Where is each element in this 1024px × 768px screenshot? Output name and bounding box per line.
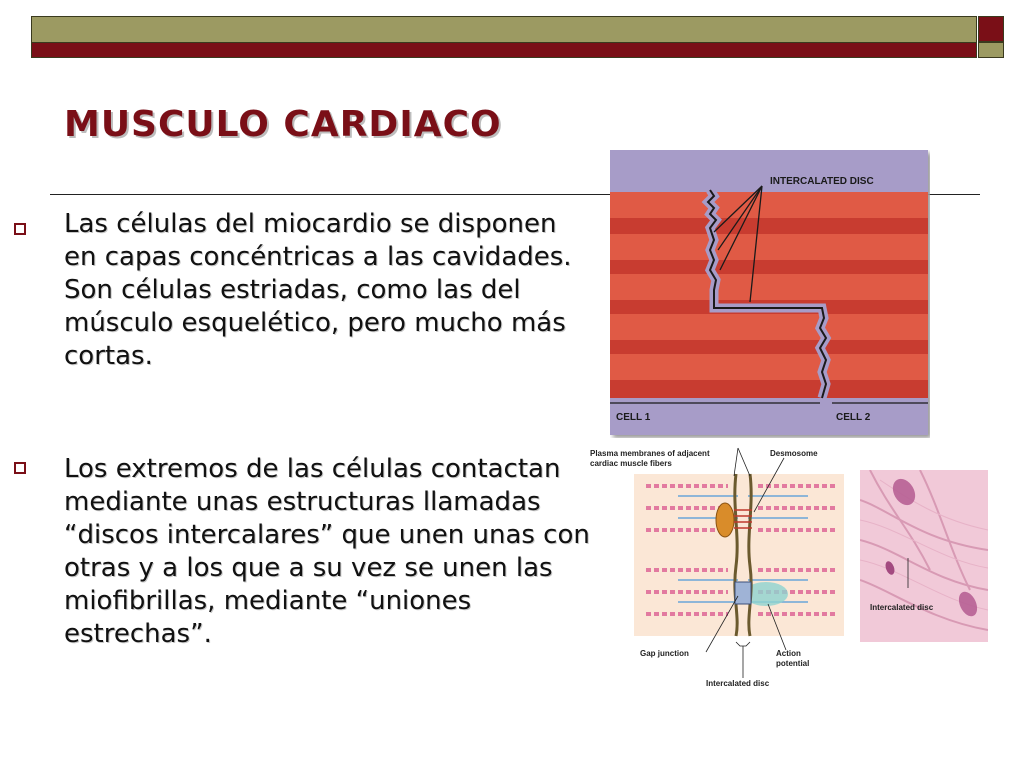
figure-label-intercalated-disc: INTERCALATED DISC — [770, 176, 874, 187]
figure-label-cell1: CELL 1 — [616, 412, 651, 423]
header-band — [31, 16, 977, 58]
bullet-square-icon — [14, 223, 26, 235]
label-intercalated-disc-micrograph: Intercalated disc — [870, 603, 934, 612]
label-intercalated-disc: Intercalated disc — [706, 679, 770, 688]
bullet-text-2: Los extremos de las células contactan mediante unas estructuras llamadas “discos intercalares” que unen unas con otras y a los que a su vez se unen las miofibrillas, mediante “uniones estrechas”. — [64, 454, 590, 649]
corner-decoration — [978, 16, 1004, 58]
label-action-line1: Action — [776, 649, 801, 658]
intercalated-disc-illustration — [610, 150, 930, 438]
label-action-line2: potential — [776, 659, 810, 668]
slide-title: MUSCULO CARDIACO — [64, 104, 502, 145]
label-desmosome: Desmosome — [770, 449, 818, 458]
label-plasma-line2: cardiac muscle fibers — [590, 459, 672, 468]
bullet-text-1: Las células del miocardio se disponen en capas concéntricas a las cavidades. Son células estriadas, como las del músculo esquelético, pero mucho más cortas. — [64, 209, 572, 371]
label-gap-junction: Gap junction — [640, 649, 689, 658]
micrograph-image — [860, 470, 988, 642]
figure-label-cell2: CELL 2 — [836, 412, 871, 423]
header-band-maroon — [32, 42, 976, 57]
label-plasma-line1: Plasma membranes of adjacent — [590, 449, 710, 458]
bullet-square-icon — [14, 462, 26, 474]
junction-diagram — [588, 446, 850, 690]
